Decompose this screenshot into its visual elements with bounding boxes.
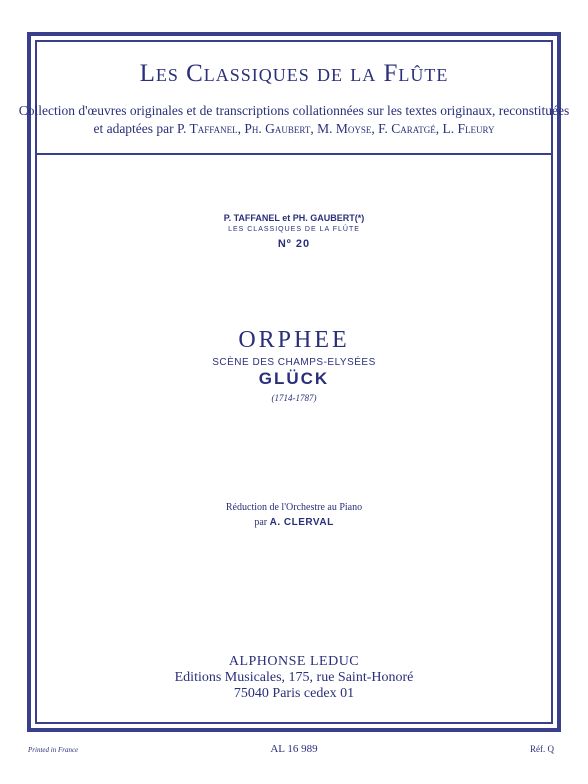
printed-in-france: Printed in France bbox=[28, 746, 79, 754]
composer-dates: (1714-1787) bbox=[271, 393, 317, 403]
arranger-by: par bbox=[254, 517, 268, 528]
publisher-city: 75040 Paris cedex 01 bbox=[233, 686, 355, 701]
collection-editors-line bbox=[0, 121, 588, 137]
collection-editors-prefix: et adaptées par bbox=[93, 121, 178, 136]
work-subtitle: SCÈNE DES CHAMPS-ELYSÉES bbox=[212, 357, 376, 368]
series-title: Les Classiques de la Flûte bbox=[139, 60, 449, 87]
publisher-address: Editions Musicales, 175, rue Saint-Honoré bbox=[174, 670, 414, 685]
catalog-number: AL 16 989 bbox=[270, 743, 318, 755]
composer-name: GLÜCK bbox=[258, 369, 330, 388]
reference-code: Réf. Q bbox=[530, 744, 554, 754]
edition-editors: P. TAFFANEL et PH. GAUBERT(*) bbox=[223, 213, 365, 223]
collection-description: Collection d'œuvres originales et de transcriptions collationnées sur les textes originaux, reconstituées bbox=[18, 103, 570, 118]
edition-number: Nº 20 bbox=[277, 238, 311, 250]
work-title: ORPHEE bbox=[238, 327, 350, 353]
reduction-note: Réduction de l'Orchestre au Piano bbox=[225, 502, 363, 513]
collection-editors: P. Taffanel, Ph. Gaubert, M. Moyse, F. Caratgé, L. Fleury bbox=[177, 121, 495, 136]
header-divider bbox=[35, 153, 553, 155]
arranger-name: A. CLERVAL bbox=[269, 517, 334, 528]
edition-series-ref: LES CLASSIQUES DE LA FLÛTE bbox=[228, 226, 360, 233]
publisher-name: ALPHONSE LEDUC bbox=[228, 654, 360, 669]
arranger-line bbox=[0, 517, 588, 528]
